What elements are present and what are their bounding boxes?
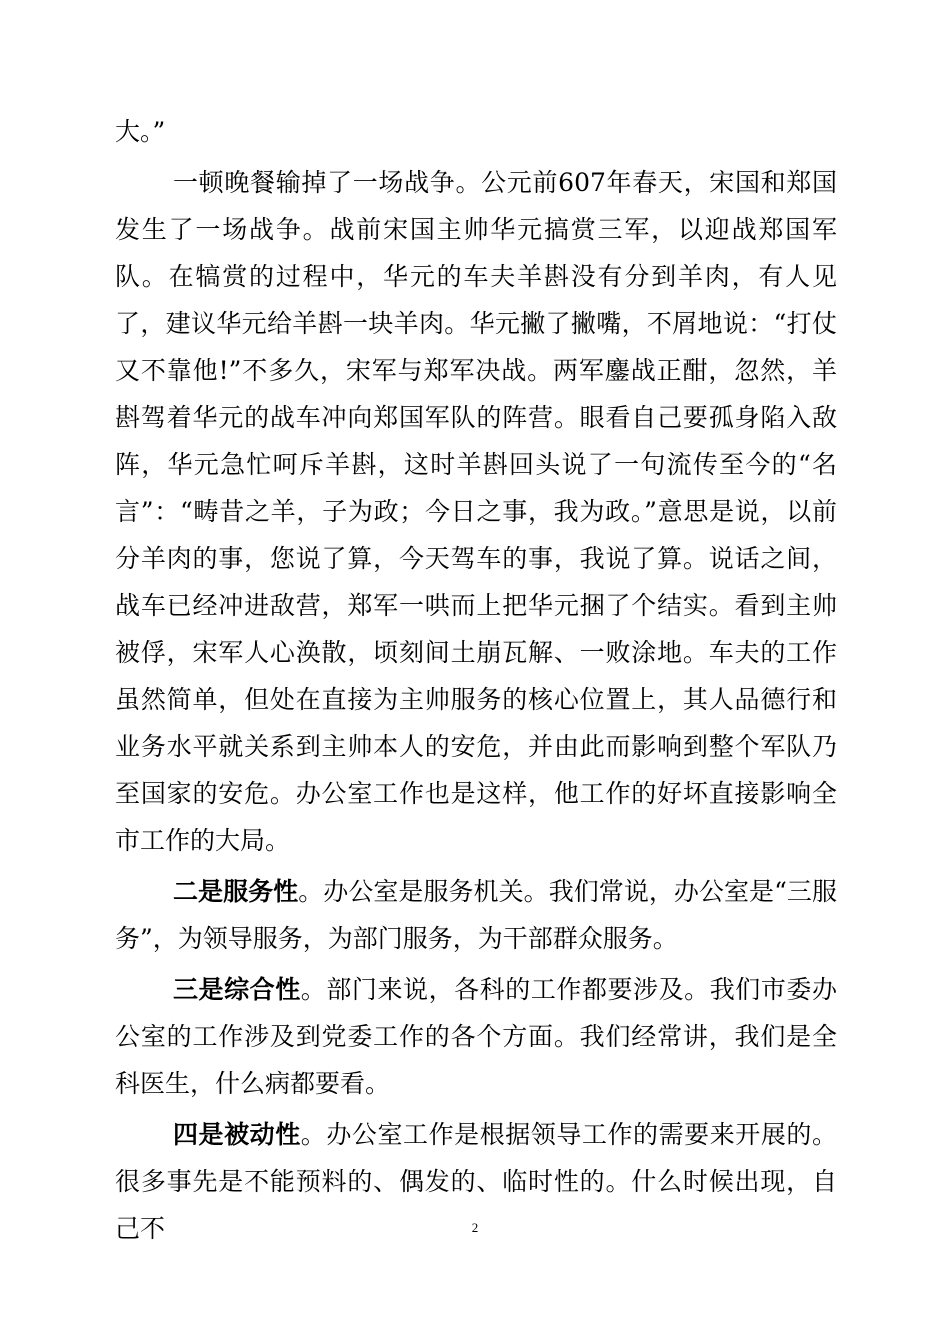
paragraph-lead-heading: 三是综合性 [173, 975, 301, 1004]
paragraph-service [115, 868, 837, 962]
page-number: 2 [471, 1220, 479, 1235]
paragraph-text: 。办公室工作是根据领导工作的需要来开展的。很多事先是不能预料的、偶发的、临时性的。什么时候出现，自己不 [115, 1120, 837, 1243]
paragraph-continuation [115, 108, 837, 155]
paragraph-text: 。部门来说，各科的工作都要涉及。我们市委办公室的工作涉及到党委工作的各个方面。我们经常讲，我们是全科医生，什么病都要看。 [115, 975, 837, 1098]
paragraph-comprehensive [115, 966, 837, 1107]
paragraph-text: 。办公室是服务机关。我们常说，办公室是“三服务”，为领导服务，为部门服务，为干部群众服务。 [115, 877, 837, 953]
paragraph-text: 一顿晚餐输掉了一场战争。公元前607年春天，宋国和郑国发生了一场战争。战前宋国主帅华元搞赏三军，以迎战郑国军队。在犒赏的过程中，华元的车夫羊斟没有分到羊肉，有人见了，建议华元给羊斟一块羊肉。华元撇了撇嘴，不屑地说：“打仗又不靠他!”不多久，宋军与郑军决战。两军鏖战正酣，忽然，羊斟驾着华元的战车冲向郑国军队的阵营。眼看自己要孤身陷入敌阵，华元急忙呵斥羊斟，这时羊斟回头说了一句流传至今的“名言”：“畴昔之羊，子为政；今日之事，我为政。”意思是说，以前分羊肉的事，您说了算，今天驾车的事，我说了算。说话之间，战车已经冲进敌营，郑军一哄而上把华元捆了个结实。看到主帅被俘，宋军人心涣散，顷刻间土崩瓦解、一败涂地。车夫的工作虽然简单，但处在直接为主帅服务的核心位置上，其人品德行和业务水平就关系到主帅本人的安危，并由此而影响到整个军队乃至国家的安危。办公室工作也是这样，他工作的好坏直接影响全市工作的大局。 [115, 168, 837, 855]
document-body [115, 108, 837, 1252]
paragraph-text: 大。” [115, 117, 166, 146]
paragraph-lead-heading: 四是被动性 [173, 1120, 301, 1149]
paragraph-lead-heading: 二是服务性 [173, 877, 299, 906]
paragraph-story [115, 159, 837, 864]
